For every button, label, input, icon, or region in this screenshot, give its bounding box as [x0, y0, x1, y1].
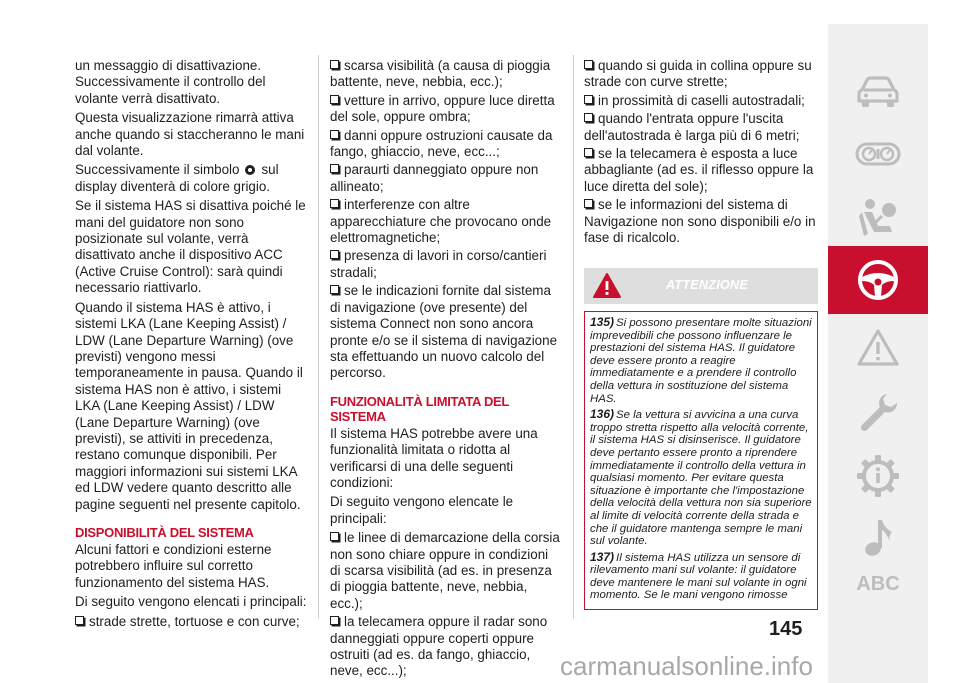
list-item-text: se le informazioni del sistema di Navigazione non sono disponibili e/o in fase di ricalcolo.: [584, 197, 816, 246]
warning-box: [584, 268, 818, 614]
list-item-text: presenza di lavori in corso/cantieri stradali;: [330, 248, 547, 280]
warning-item: [590, 408, 813, 548]
paragraph-text: sul display diventerà di colore grigio.: [75, 162, 279, 194]
paragraph: un messaggio di disattivazione. Successivamente il controllo del volante verrà disattivato.: [75, 58, 266, 106]
list-item-text: se le indicazioni fornite dal sistema di navigazione (ove presente) del sistema Connect non sono ancora pronte e/o se il sistema di navigazione sta effettuando un nuovo calcolo del percorso.: [330, 283, 558, 381]
list-item-text: vetture in arrivo, oppure luce diretta del sole, oppure ombra;: [330, 92, 555, 125]
text-column-1: [75, 58, 307, 632]
list-item: [584, 146, 816, 195]
warning-title: ATTENZIONE: [666, 278, 748, 292]
checkbox-bullet-icon: [330, 164, 339, 173]
paragraph: Il sistema HAS potrebbe avere una funzionalità limitata o ridotta al verificarsi di una delle seguenti condizioni:: [330, 425, 538, 490]
paragraph: Alcuni fattori e condizioni esterne potrebbero influire sul corretto funzionamento del sistema HAS.: [75, 541, 272, 590]
warning-header: [584, 268, 818, 304]
list-item: [330, 197, 562, 246]
paragraph: Quando il sistema HAS è attivo, i sistemi LKA (Lane Keeping Assist) / LDW (Lane Departure Warning) (ove previsti) vengono messi temporaneamente in pausa. Quando il sistema HAS non è attivo, i sistemi LKA (Lane Keeping Assist) / LDW (Lane Departure Warning) (ove previsti), se attiviti in precedenza, restano comunque disponibili. Per maggiori informazioni sui sistemi LKA ed LDW vedere quanto descritto alle pagine seguenti nel presente capitolo.: [75, 299, 303, 512]
list-item-text: danni oppure ostruzioni causate da fango, ghiaccio, neve, ecc...;: [330, 127, 553, 160]
list-item: [584, 111, 816, 144]
list-item: [330, 58, 562, 91]
list-item-text: paraurti danneggiato oppure non allineato;: [330, 162, 539, 194]
checkbox-bullet-icon: [584, 95, 593, 104]
list-item: [584, 58, 816, 91]
paragraph: Questa visualizzazione rimarrà attiva anche quando si staccheranno le mani dal volante.: [75, 110, 305, 159]
section-heading: DISPONIBILITÀ DEL SISTEMA: [75, 524, 254, 540]
list-item: [584, 197, 816, 246]
paragraph: Se il sistema HAS si disattiva poiché le mani del guidatore non sono posizionate sul volante, verrà disattivato anche il dispositivo ACC (Active Cruise Control): sarà quindi necessario riattivarlo.: [75, 198, 306, 296]
sidebar-item-maintenance[interactable]: [828, 442, 928, 510]
section-heading: FUNZIONALITÀ LIMITATA DEL SISTEMA: [330, 393, 509, 424]
warning-item: [590, 551, 813, 602]
text-column-3: [584, 58, 816, 248]
checkbox-bullet-icon: [330, 250, 339, 259]
list-item: [330, 93, 562, 126]
wrench-icon: [856, 390, 900, 434]
sidebar-item-vehicle[interactable]: [828, 58, 928, 126]
page-number: 145: [769, 618, 803, 640]
list-item: [584, 93, 816, 109]
dashboard-icon: [855, 139, 901, 169]
list-item: [330, 614, 562, 680]
list-item: [330, 283, 562, 381]
list-item-text: in prossimità di caselli autostradali;: [598, 92, 805, 108]
warning-item-number: 135): [590, 315, 615, 329]
sidebar-item-index[interactable]: [828, 550, 928, 618]
sidebar-item-warning-lights[interactable]: [828, 314, 928, 382]
text-column-2: [330, 58, 562, 682]
checkbox-bullet-icon: [584, 148, 593, 157]
seat-safety-icon: [856, 196, 900, 240]
sidebar-item-dashboard[interactable]: [828, 120, 928, 188]
checkbox-bullet-icon: [330, 60, 339, 69]
column-divider-2: [573, 55, 574, 619]
list-item: [330, 162, 562, 195]
warning-body: [584, 311, 818, 610]
list-item-text: quando si guida in collina oppure su strade con curve strette;: [584, 58, 812, 90]
paragraph: Di seguito vengono elencati i principali:: [75, 594, 307, 610]
paragraph-text: Successivamente il simbolo: [75, 162, 240, 178]
index-abc-label: ABC: [856, 572, 900, 595]
sidebar-item-starting-driving[interactable]: [828, 246, 928, 314]
list-item-text: quando l'entrata oppure l'uscita dell'autostrada è larga più di 6 metri;: [584, 111, 800, 143]
list-item-text: le linee di demarcazione della corsia non sono chiare oppure in condizioni di scarsa visibilità (ad es. in presenza di pioggia battente, neve, nebbia, ecc.);: [330, 530, 560, 611]
gear-info-icon: [856, 454, 900, 498]
checkbox-bullet-icon: [584, 113, 593, 122]
list-item-text: interferenze con altre apparecchiature che provocano onde elettromagnetiche;: [330, 197, 552, 246]
checkbox-bullet-icon: [75, 616, 84, 625]
list-item-text: se la telecamera è esposta a luce abbagliante (ad es. il riflesso oppure la luce diretta del sole);: [584, 146, 814, 194]
checkbox-bullet-icon: [584, 199, 593, 208]
checkbox-bullet-icon: [330, 130, 339, 139]
list-item: [330, 248, 562, 281]
sidebar-item-safety[interactable]: [828, 184, 928, 252]
steering-wheel-icon: [856, 258, 900, 302]
checkbox-bullet-icon: [330, 285, 339, 294]
list-item-text: la telecamera oppure il radar sono danneggiati oppure coperti oppure ostruiti (ad es. da fango, ghiaccio, neve, ecc...);: [330, 614, 548, 679]
checkbox-bullet-icon: [584, 60, 593, 69]
list-item-text: scarsa visibilità (a causa di pioggia battente, neve, nebbia, ecc.);: [330, 58, 551, 90]
warning-item-text: Si possono presentare molte situazioni imprevedibili che possono influenzare le prestazioni del sistema HAS. Il guidatore deve essere pronto a reagire immediatamente e a prendere il controllo della vettura in sostituzione del sistema HAS.: [590, 317, 812, 405]
chapter-sidebar: [828, 24, 928, 683]
list-item: [75, 614, 307, 630]
warning-item-number: 136): [590, 407, 615, 422]
sidebar-item-emergency[interactable]: [828, 378, 928, 446]
list-item: [330, 530, 562, 612]
checkbox-bullet-icon: [330, 532, 339, 541]
list-item-text: strade strette, tortuose e con curve;: [89, 613, 300, 629]
warning-triangle-icon: [856, 328, 900, 368]
checkbox-bullet-icon: [330, 199, 339, 208]
hands-on-wheel-symbol-icon: [245, 165, 255, 175]
watermark: carmanualsonline.info: [560, 651, 813, 681]
warning-item-number: 137): [590, 549, 615, 564]
warning-item: [590, 316, 813, 405]
column-divider-1: [318, 55, 319, 619]
list-item: [330, 128, 562, 161]
warning-item-text: Il sistema HAS utilizza un sensore di rilevamento mani sul volante: il guidatore deve mantenere le mani sul volante in ogni momento. Se le mani vengono rimosse: [590, 551, 807, 602]
checkbox-bullet-icon: [330, 95, 339, 104]
car-icon: [856, 75, 900, 109]
paragraph: Di seguito vengono elencate le principali:: [330, 494, 514, 526]
warning-item-text: Se la vettura si avvicina a una curva troppo stretta rispetto alla velocità corrente, il sistema HAS si disinserisce. Il guidatore deve pertanto essere pronto a riprendere immediatamente il controllo della vettura in qualsiasi momento. Per evitare questa situazione è importante che l'impostazione della velocità della vettura non sia superiore al limite di velocità corrente della strada e che il guidatore mantenga sempre le mani sul volante.: [590, 409, 812, 548]
checkbox-bullet-icon: [330, 616, 339, 625]
paragraph: [75, 162, 307, 195]
